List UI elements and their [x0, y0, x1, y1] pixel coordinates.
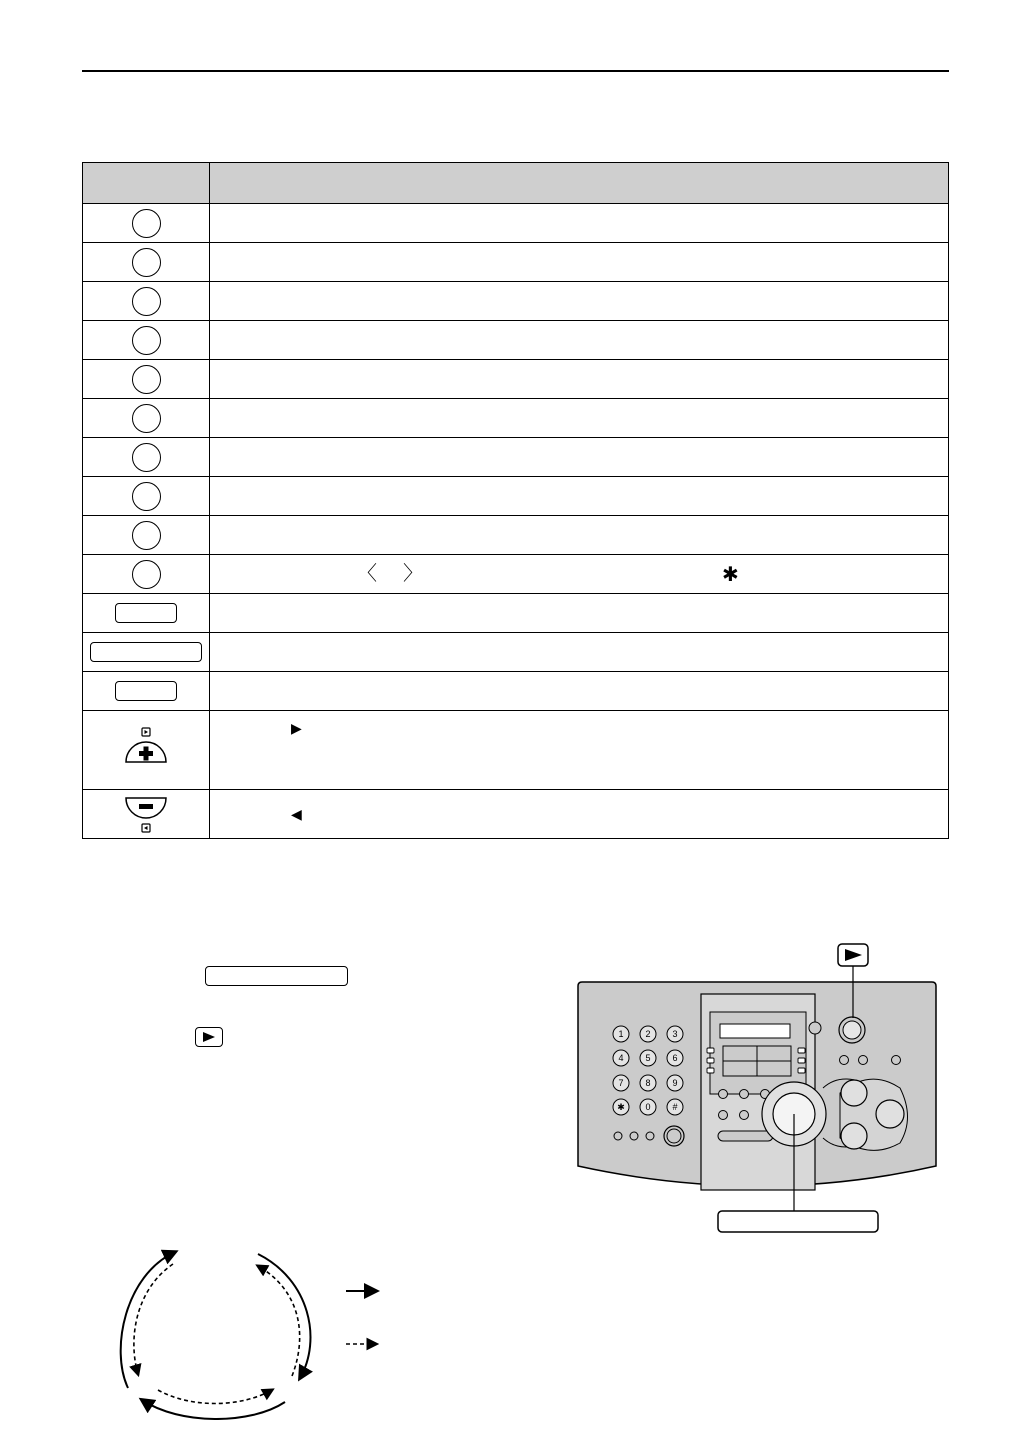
header-cell-key	[83, 163, 210, 204]
table-row	[83, 516, 949, 555]
header-cell-description	[210, 163, 949, 204]
table-row	[83, 633, 949, 672]
circle-key-icon	[132, 404, 161, 433]
circle-key-icon	[132, 482, 161, 511]
table-row	[83, 243, 949, 282]
table-row	[83, 399, 949, 438]
table-header-row	[83, 163, 949, 204]
table-row	[83, 477, 949, 516]
circle-key-icon	[132, 521, 161, 550]
table-row	[83, 282, 949, 321]
right-triangle-symbol: ▶	[291, 720, 302, 736]
wide-rect-key-icon	[90, 642, 202, 662]
circle-key-icon	[132, 248, 161, 277]
key-table	[82, 162, 949, 839]
less-than-symbol: 〈	[357, 563, 377, 585]
dial-key-label: 3	[672, 1029, 678, 1040]
circle-key-icon	[132, 560, 161, 589]
fax-panel-illustration	[570, 938, 950, 1238]
table-row	[83, 711, 949, 790]
circle-key-icon	[132, 326, 161, 355]
dial-key-label: 8	[645, 1078, 651, 1089]
volume-down-key-icon	[121, 791, 171, 833]
dial-key-label: 7	[618, 1078, 624, 1089]
dial-key-label: #	[672, 1102, 678, 1113]
wide-key-icon	[205, 966, 348, 986]
circle-key-icon	[132, 365, 161, 394]
greater-than-symbol: 〉	[403, 563, 423, 585]
table-row	[83, 594, 949, 633]
dial-key-label: 2	[645, 1029, 651, 1040]
star-symbol: ✱	[722, 564, 739, 586]
volume-up-key-icon	[121, 727, 171, 769]
table-row	[83, 555, 949, 594]
dial-key-label: 9	[672, 1078, 678, 1089]
table-row	[83, 321, 949, 360]
table-row	[83, 790, 949, 839]
dial-key-label: 0	[645, 1102, 651, 1113]
dial-key-label: ✱	[617, 1102, 625, 1113]
play-key-icon	[195, 1027, 223, 1047]
table-row	[83, 438, 949, 477]
table-row	[83, 204, 949, 243]
top-rule	[82, 70, 949, 72]
rect-key-icon	[115, 681, 177, 701]
dial-key-label: 1	[618, 1029, 624, 1040]
circle-key-icon	[132, 287, 161, 316]
rect-key-icon	[115, 603, 177, 623]
table-row	[83, 672, 949, 711]
table-row	[83, 360, 949, 399]
dial-key-label: 4	[618, 1053, 624, 1064]
left-triangle-symbol: ◀	[291, 806, 302, 822]
start-key-callout-icon	[718, 1211, 878, 1232]
dial-key-label: 5	[645, 1053, 651, 1064]
cycle-diagram	[100, 1240, 330, 1420]
arrow-legend	[340, 1275, 390, 1355]
circle-key-icon	[132, 209, 161, 238]
circle-key-icon	[132, 443, 161, 472]
dial-key-label: 6	[672, 1053, 678, 1064]
